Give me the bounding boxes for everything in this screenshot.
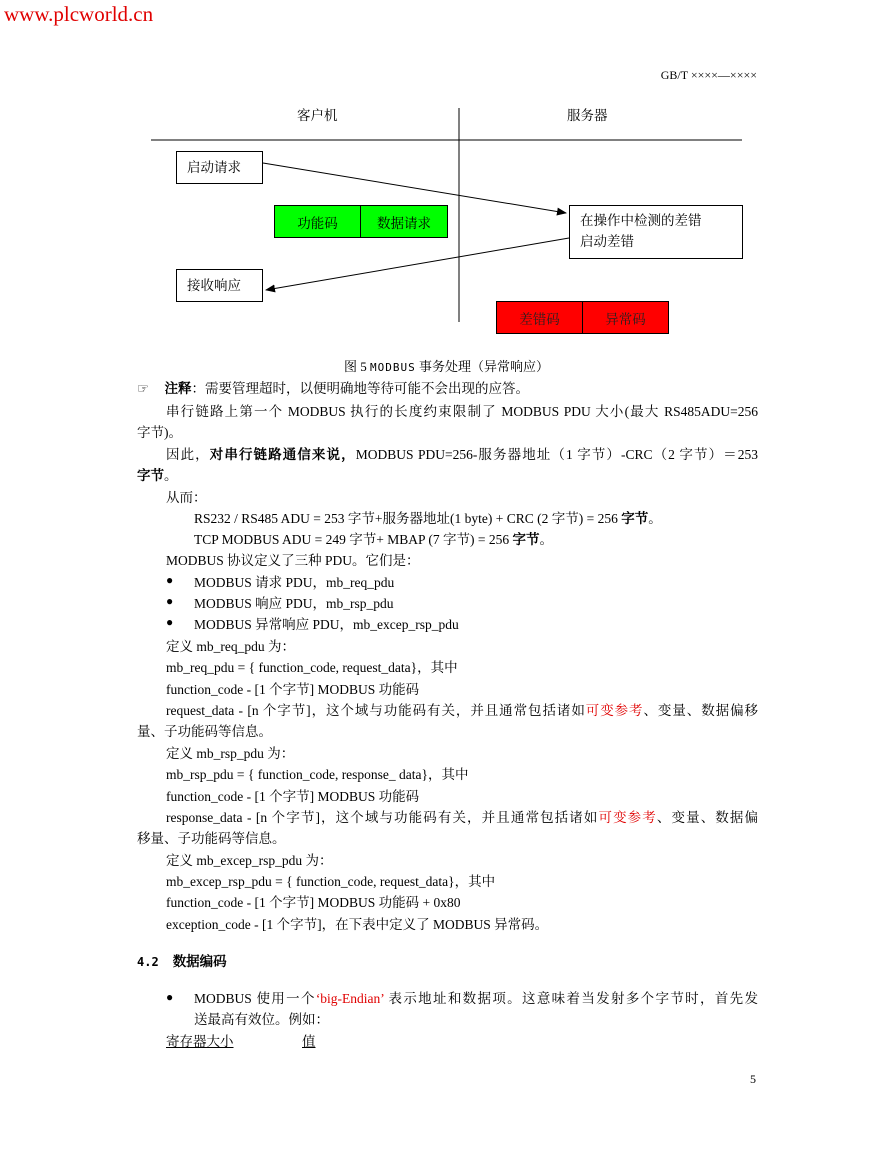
def-req: 定义 mb_req_pdu 为： [166, 639, 295, 654]
figure-caption [0, 356, 893, 375]
detect-error-line2: 启动差错 [580, 234, 634, 249]
encoding-text-b: 表示地址和数据项。这意味着当发射多个字节时，首先发 [383, 991, 759, 1006]
encoding-line2: 送最高有效位。例如： [194, 1012, 329, 1027]
rsp-data-text-b: 、变量、数据偏 [656, 810, 758, 825]
bullet-item-2: MODBUS 响应 PDU，mb_rsp_pdu [194, 596, 394, 611]
exception-code-label: 异常码 [605, 311, 646, 327]
p2-line2-bold: 字节 [137, 468, 164, 483]
eq1-end: 。 [648, 511, 662, 526]
encoding-red: ‘big-Endian’ [315, 991, 384, 1006]
data-request-cell [360, 205, 448, 238]
eq2-end: 。 [539, 532, 553, 547]
def-rsp: 定义 mb_rsp_pdu 为： [166, 746, 295, 761]
equation-tcp [194, 528, 553, 548]
req-function-code: function_code - [1 个字节] MODBUS 功能码 [166, 682, 420, 697]
note-pointer-icon: ☞ [137, 381, 150, 396]
section-title: 数据编码 [172, 954, 227, 969]
encoding-line1 [194, 987, 758, 1007]
excep-equation: mb_excep_rsp_pdu = { function_code, request_data}，其中 [166, 874, 496, 889]
note-label: 注释 [164, 381, 192, 396]
p2-text-a: 因此， [166, 447, 210, 462]
p2-bold: 对串行链路通信来说， [209, 447, 356, 462]
req-data-line2: 量、子功能码等信息。 [137, 724, 272, 739]
caption-prefix: 图 5 [343, 359, 367, 374]
bullet-icon: ● [166, 615, 174, 629]
bullet-icon: ● [166, 594, 174, 608]
start-request-box [176, 151, 263, 184]
section-heading [137, 950, 227, 970]
detect-error-box [569, 205, 743, 259]
p1-line2: 字节)。 [137, 425, 182, 440]
page-number: 5 [750, 1072, 756, 1086]
figure-diagram [0, 0, 893, 340]
p1-line1: 串行链路上第一个 MODBUS 执行的长度约束限制了 MODBUS PDU 大小(最大 RS485ADU=256 [166, 404, 758, 419]
equation-serial [194, 507, 662, 527]
p2-line2 [137, 464, 178, 484]
req-data-text-a: request_data - [n 个字节]，这个域与功能码有关，并且通常包括诸如 [166, 703, 586, 718]
excep-code: exception_code - [1 个字节]，在下表中定义了 MODBUS 异常码。 [166, 917, 549, 932]
req-data-red: 可变参考 [585, 703, 644, 718]
rsp-data-red: 可变参考 [598, 810, 657, 825]
receive-response-label: 接收响应 [187, 278, 241, 293]
pdu-intro: MODBUS 协议定义了三种 PDU。它们是： [166, 553, 420, 568]
rsp-function-code: function_code - [1 个字节] MODBUS 功能码 [166, 789, 420, 804]
page-header: GB/T ××××—×××× [660, 68, 757, 82]
bullet-icon: ● [166, 990, 174, 1004]
receive-response-box [176, 269, 263, 302]
error-code-label: 差错码 [519, 311, 560, 327]
rsp-data-line2: 移量、子功能码等信息。 [137, 831, 286, 846]
detect-error-line1: 在操作中检测的差错 [580, 213, 702, 228]
register-size-header: 寄存器大小 [166, 1034, 234, 1049]
eq1-text: RS232 / RS485 ADU = 253 字节+服务器地址(1 byte) + CRC (2 字节) = 256 [194, 511, 622, 526]
start-request-label: 启动请求 [187, 160, 241, 175]
req-data-text-b: 、变量、数据偏移 [643, 703, 759, 718]
exception-code-cell [582, 301, 669, 334]
response-arrow [266, 238, 569, 290]
excep-function-code: function_code - [1 个字节] MODBUS 功能码 + 0x80 [166, 895, 461, 910]
data-request-label: 数据请求 [377, 215, 431, 231]
eq2-text: TCP MODBUS ADU = 249 字节+ MBAP (7 字节) = 256 [194, 532, 513, 547]
note-text: ：需要管理超时，以便明确地等待可能不会出现的应答。 [191, 381, 529, 396]
caption-modbus: MODBUS [370, 361, 416, 374]
eq1-bold: 字节 [621, 511, 649, 526]
watermark: www.plcworld.cn [4, 2, 154, 26]
eq2-bold: 字节 [512, 532, 540, 547]
note-line [137, 377, 529, 397]
bullet-item-3: MODBUS 异常响应 PDU，mb_excep_rsp_pdu [194, 617, 459, 632]
server-label: 服务器 [567, 108, 608, 123]
rsp-data-text-a: response_data - [n 个字节]，这个域与功能码有关，并且通常包括诸如 [166, 810, 599, 825]
def-excep: 定义 mb_excep_rsp_pdu 为： [166, 853, 333, 868]
error-code-cell [496, 301, 583, 334]
rsp-data-line1 [166, 806, 758, 826]
bullet-item-1: MODBUS 请求 PDU，mb_req_pdu [194, 575, 395, 590]
from-line: 从而： [166, 490, 207, 505]
p2-text-b: MODBUS PDU=256-服务器地址（1 字节）-CRC（2 字节）＝253 [355, 447, 759, 462]
rsp-equation: mb_rsp_pdu = { function_code, response_ data}，其中 [166, 767, 469, 782]
client-label: 客户机 [297, 108, 338, 123]
section-number: 4.2 [137, 955, 159, 969]
req-data-line1 [166, 699, 758, 719]
function-code-label: 功能码 [297, 215, 338, 231]
caption-rest: 事务处理（异常响应） [419, 359, 550, 374]
function-code-cell [274, 205, 361, 238]
encoding-text-a: MODBUS 使用一个 [194, 991, 316, 1006]
value-header: 值 [302, 1034, 316, 1049]
req-equation: mb_req_pdu = { function_code, request_data}，其中 [166, 660, 458, 675]
p2-line1 [166, 443, 758, 463]
bullet-icon: ● [166, 573, 174, 587]
p2-line2-end: 。 [164, 468, 178, 483]
